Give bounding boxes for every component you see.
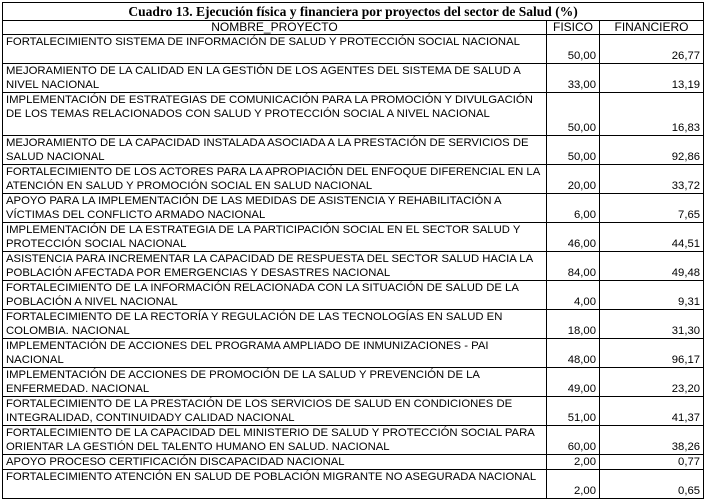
financiero-cell: 41,37 <box>600 397 704 426</box>
table-row <box>3 310 704 339</box>
project-name-cell: FORTALECIMIENTO DE LOS ACTORES PARA LA APROPIACIÓN DEL ENFOQUE DIFERENCIAL EN LA ATENCIÓN EN SALUD Y PROMOCIÓN SOCIAL EN SALUD NACIONAL <box>3 165 547 194</box>
financiero-cell: 44,51 <box>600 223 704 252</box>
financiero-cell: 33,72 <box>600 165 704 194</box>
fisico-cell: 4,00 <box>547 281 600 310</box>
project-name-cell: FORTALECIMIENTO DE LA RECTORÍA Y REGULACIÓN DE LAS TECNOLOGÍAS EN SALUD EN COLOMBIA. NACIONAL <box>3 310 547 339</box>
fisico-cell: 50,00 <box>547 93 600 136</box>
execution-table <box>2 2 704 499</box>
table-row <box>3 252 704 281</box>
financiero-cell: 0,77 <box>600 455 704 470</box>
project-name-cell: IMPLEMENTACIÓN DE LA ESTRATEGIA DE LA PARTICIPACIÓN SOCIAL EN EL SECTOR SALUD Y PROTECCIÓN SOCIAL NACIONAL <box>3 223 547 252</box>
fisico-cell: 6,00 <box>547 194 600 223</box>
fisico-cell: 2,00 <box>547 455 600 470</box>
financiero-cell: 38,26 <box>600 426 704 455</box>
header-fisico: FISICO <box>547 21 600 35</box>
fisico-cell: 49,00 <box>547 368 600 397</box>
financiero-cell: 13,19 <box>600 64 704 93</box>
project-name-cell: IMPLEMENTACIÓN DE ACCIONES DE PROMOCIÓN DE LA SALUD Y PREVENCIÓN DE LA ENFERMEDAD. NACIONAL <box>3 368 547 397</box>
table-row <box>3 64 704 93</box>
table-row <box>3 397 704 426</box>
table-row <box>3 281 704 310</box>
fisico-cell: 60,00 <box>547 426 600 455</box>
project-name-cell: FORTALECIMIENTO SISTEMA DE INFORMACIÓN DE SALUD Y PROTECCIÓN SOCIAL NACIONAL <box>3 35 547 64</box>
project-name-cell: FORTALECIMIENTO ATENCIÓN EN SALUD DE POBLACIÓN MIGRANTE NO ASEGURADA NACIONAL <box>3 470 547 499</box>
header-nombre-proyecto: NOMBRE_PROYECTO <box>3 21 547 35</box>
fisico-cell: 20,00 <box>547 165 600 194</box>
fisico-cell: 50,00 <box>547 136 600 165</box>
table-container <box>2 2 703 499</box>
financiero-cell: 0,65 <box>600 470 704 499</box>
financiero-cell: 96,17 <box>600 339 704 368</box>
project-name-cell: APOYO PROCESO CERTIFICACIÓN DISCAPACIDAD NACIONAL <box>3 455 547 470</box>
table-row <box>3 165 704 194</box>
financiero-cell: 16,83 <box>600 93 704 136</box>
table-row <box>3 470 704 499</box>
table-row <box>3 194 704 223</box>
table-row <box>3 93 704 136</box>
project-name-cell: ASISTENCIA PARA INCREMENTAR LA CAPACIDAD DE RESPUESTA DEL SECTOR SALUD HACIA LA POBLACIÓN AFECTADA POR EMERGENCIAS Y DESASTRES NACIONAL <box>3 252 547 281</box>
project-name-cell: IMPLEMENTACIÓN DE ESTRATEGIAS DE COMUNICACIÓN PARA LA PROMOCIÓN Y DIVULGACIÓN DE LOS TEMAS RELACIONADOS CON SALUD Y PROTECCIÓN SOCIAL A NIVEL NACIONAL <box>3 93 547 136</box>
project-name-cell: FORTALECIMIENTO DE LA PRESTACIÓN DE LOS SERVICIOS DE SALUD EN CONDICIONES DE INTEGRALIDAD, CONTINUIDADY CALIDAD NACIONAL <box>3 397 547 426</box>
financiero-cell: 7,65 <box>600 194 704 223</box>
financiero-cell: 9,31 <box>600 281 704 310</box>
project-name-cell: APOYO PARA LA IMPLEMENTACIÓN DE LAS MEDIDAS DE ASISTENCIA Y REHABILITACIÓN A VÍCTIMAS DEL CONFLICTO ARMADO NACIONAL <box>3 194 547 223</box>
table-body <box>3 35 704 499</box>
table-row <box>3 223 704 252</box>
fisico-cell: 50,00 <box>547 35 600 64</box>
table-row <box>3 426 704 455</box>
table-title: Cuadro 13. Ejecución física y financiera por proyectos del sector de Salud (%) <box>3 3 704 21</box>
table-row <box>3 35 704 64</box>
table-row <box>3 136 704 165</box>
fisico-cell: 51,00 <box>547 397 600 426</box>
fisico-cell: 33,00 <box>547 64 600 93</box>
project-name-cell: IMPLEMENTACIÓN DE ACCIONES DEL PROGRAMA AMPLIADO DE INMUNIZACIONES - PAI NACIONAL <box>3 339 547 368</box>
project-name-cell: MEJORAMIENTO DE LA CAPACIDAD INSTALADA ASOCIADA A LA PRESTACIÓN DE SERVICIOS DE SALUD NACIONAL <box>3 136 547 165</box>
fisico-cell: 84,00 <box>547 252 600 281</box>
project-name-cell: FORTALECIMIENTO DE LA INFORMACIÓN RELACIONADA CON LA SITUACIÓN DE SALUD DE LA POBLACIÓN A NIVEL NACIONAL <box>3 281 547 310</box>
table-row <box>3 455 704 470</box>
financiero-cell: 49,48 <box>600 252 704 281</box>
financiero-cell: 31,30 <box>600 310 704 339</box>
project-name-cell: MEJORAMIENTO DE LA CALIDAD EN LA GESTIÓN DE LOS AGENTES DEL SISTEMA DE SALUD A NIVEL NACIONAL <box>3 64 547 93</box>
fisico-cell: 18,00 <box>547 310 600 339</box>
fisico-cell: 46,00 <box>547 223 600 252</box>
financiero-cell: 23,20 <box>600 368 704 397</box>
financiero-cell: 92,86 <box>600 136 704 165</box>
fisico-cell: 48,00 <box>547 339 600 368</box>
table-row <box>3 368 704 397</box>
fisico-cell: 2,00 <box>547 470 600 499</box>
project-name-cell: FORTALECIMIENTO DE LA CAPACIDAD DEL MINISTERIO DE SALUD Y PROTECCIÓN SOCIAL PARA ORIENTAR LA GESTIÓN DEL TALENTO HUMANO EN SALUD. NACIONAL <box>3 426 547 455</box>
financiero-cell: 26,77 <box>600 35 704 64</box>
table-row <box>3 339 704 368</box>
header-financiero: FINANCIERO <box>600 21 704 35</box>
